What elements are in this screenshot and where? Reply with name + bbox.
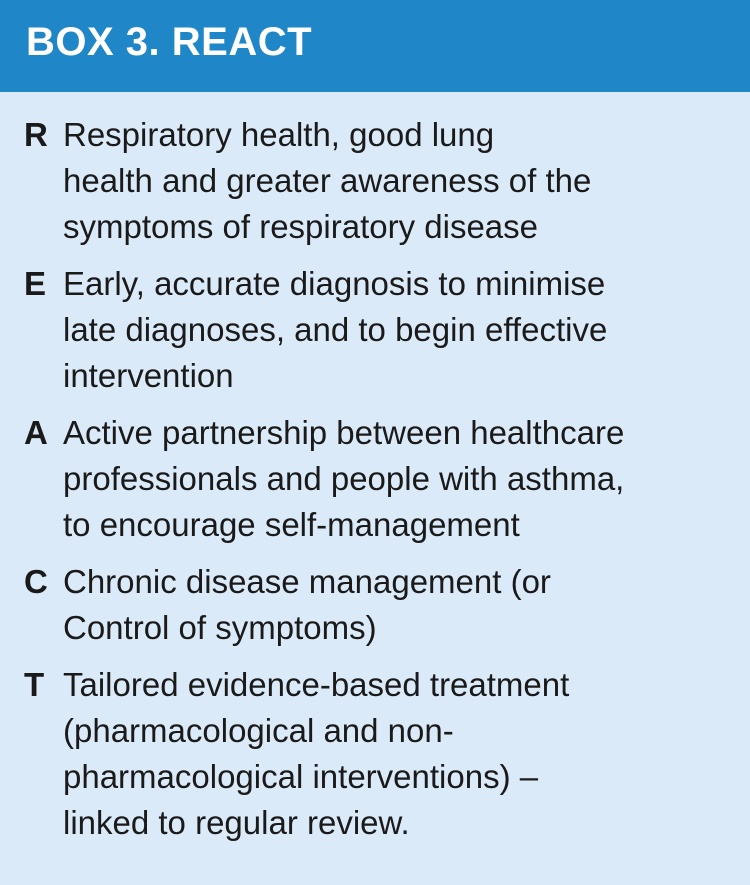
item-text-line: Active partnership between healthcare (63, 414, 625, 451)
list-item-r (20, 112, 732, 250)
box-title: BOX 3. REACT (26, 20, 313, 64)
item-letter: A (24, 414, 48, 451)
list-item-t (20, 662, 732, 846)
item-text (63, 261, 732, 399)
item-text-line: professionals and people with asthma, (63, 460, 625, 497)
item-text-line: pharmacological interventions) – (63, 758, 539, 795)
list-item-a (20, 410, 732, 548)
item-text (63, 112, 732, 250)
item-letter: C (24, 563, 48, 600)
item-text (63, 559, 732, 651)
item-text-line: intervention (63, 357, 234, 394)
item-text-line: symptoms of respiratory disease (63, 208, 539, 245)
item-text-line: Tailored evidence-based treatment (63, 666, 570, 703)
item-text-line: to encourage self-management (63, 506, 520, 543)
item-text-line: Control of symptoms) (63, 609, 377, 646)
list-item-e (20, 261, 732, 399)
item-letter: T (24, 666, 45, 703)
item-text-line: health and greater awareness of the (63, 162, 592, 199)
item-text-line: Early, accurate diagnosis to minimise (63, 265, 606, 302)
item-text-line: (pharmacological and non- (63, 712, 454, 749)
list-item-c (20, 559, 732, 651)
item-letter: R (24, 116, 48, 153)
item-text-line: linked to regular review. (63, 804, 410, 841)
box-header (0, 0, 750, 92)
item-letter: E (24, 265, 47, 302)
item-text (63, 662, 732, 846)
item-text-line: Chronic disease management (or (63, 563, 551, 600)
item-text-line: Respiratory health, good lung (63, 116, 495, 153)
item-text-line: late diagnoses, and to begin effective (63, 311, 608, 348)
item-text (63, 410, 732, 548)
react-list (0, 92, 750, 846)
